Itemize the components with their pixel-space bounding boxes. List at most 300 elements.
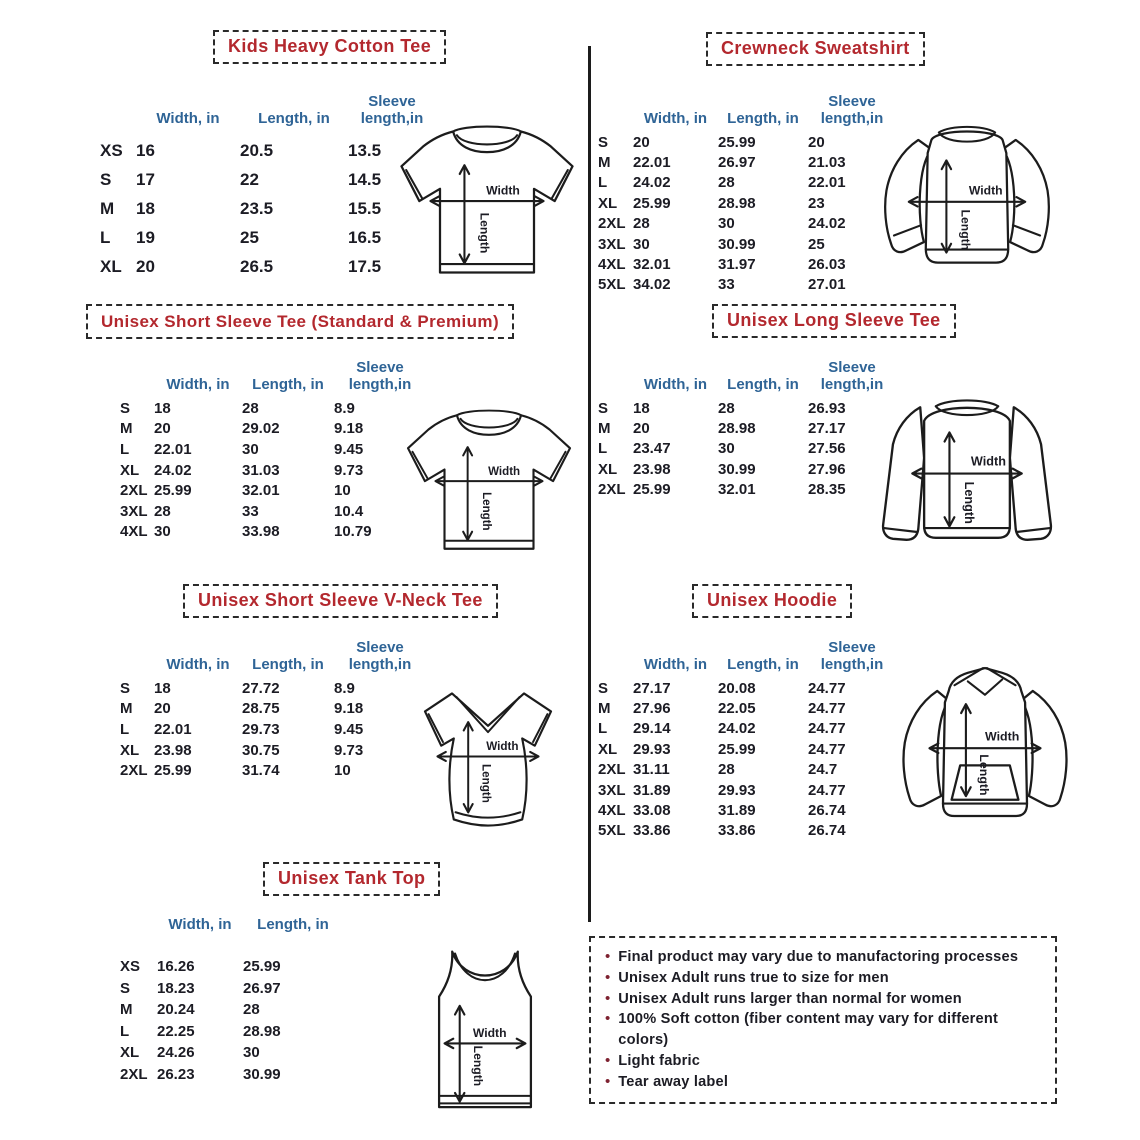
size-row	[598, 439, 896, 459]
size-row	[120, 419, 426, 440]
size-value: 17.5	[348, 256, 382, 276]
size-value: 25.99	[718, 133, 756, 151]
column-header: Sleeve length,in	[348, 359, 412, 394]
size-value: 18	[154, 399, 171, 417]
size-label: L	[120, 1022, 130, 1040]
size-value: 29.93	[718, 781, 756, 799]
tank-top-diagram	[420, 946, 550, 1124]
bullet-icon: •	[605, 989, 611, 1007]
section-title: Kids Heavy Cotton Tee	[213, 30, 446, 64]
size-value: 30	[718, 215, 735, 233]
tee-diagram	[400, 394, 578, 570]
size-value: 25	[808, 235, 825, 253]
size-label: L	[598, 174, 608, 192]
note-item	[605, 1051, 1041, 1072]
size-value: 28.98	[718, 194, 756, 212]
size-value: 9.73	[334, 741, 364, 759]
size-label: M	[598, 700, 611, 718]
right-sleeve-outline	[1003, 140, 1049, 252]
size-label: 2XL	[120, 762, 148, 780]
size-value: 20.24	[157, 1001, 195, 1019]
size-row	[598, 760, 896, 780]
size-table	[598, 630, 896, 841]
size-value: 32.01	[633, 256, 671, 274]
size-value: 21.03	[808, 154, 846, 172]
size-value: 22.01	[633, 154, 671, 172]
size-value: 15.5	[348, 198, 382, 218]
size-row	[120, 522, 426, 543]
section-title: Unisex Hoodie	[692, 584, 852, 618]
size-value: 24.77	[808, 781, 846, 799]
size-value: 26.74	[808, 802, 846, 820]
size-row	[598, 719, 896, 739]
size-label: XL	[120, 741, 140, 759]
size-label: 2XL	[120, 482, 148, 500]
size-value: 18	[154, 679, 171, 697]
size-row	[598, 234, 896, 254]
size-table	[120, 630, 426, 781]
size-value: 17	[136, 169, 155, 189]
size-row	[598, 459, 896, 479]
size-row	[598, 132, 896, 152]
size-row	[598, 173, 896, 193]
collar-line	[453, 127, 521, 132]
width-label: Width	[985, 729, 1020, 744]
size-label: 2XL	[598, 761, 626, 779]
size-value: 32.01	[242, 482, 280, 500]
size-label: S	[120, 399, 131, 417]
size-value: 30	[633, 235, 650, 253]
size-label: 5XL	[598, 276, 626, 294]
table-header-row	[120, 914, 343, 934]
long-sleeve-tee-diagram	[858, 380, 1076, 570]
size-value: 26.97	[718, 154, 756, 172]
v-neck-outline	[425, 693, 551, 825]
column-header: Sleeve length,in	[360, 93, 424, 128]
size-value: 26.93	[808, 399, 846, 417]
size-value: 20	[154, 420, 171, 438]
column-header: Length, in	[258, 110, 330, 128]
width-label: Width	[486, 740, 519, 754]
size-value: 28	[633, 215, 650, 233]
size-value: 25.99	[718, 740, 756, 758]
size-label: XL	[120, 1044, 140, 1062]
size-value: 28	[718, 399, 735, 417]
size-value: 27.96	[633, 700, 671, 718]
size-value: 8.9	[334, 399, 355, 417]
size-row	[120, 398, 426, 419]
size-value: 24.77	[808, 679, 846, 697]
size-value: 27.72	[242, 679, 280, 697]
size-value: 9.45	[334, 440, 364, 458]
size-value: 28.98	[718, 420, 756, 438]
size-row	[120, 1042, 343, 1064]
size-value: 25	[240, 227, 259, 247]
length-label: Length	[962, 481, 977, 524]
size-value: 28	[243, 1001, 260, 1019]
size-row	[120, 678, 426, 699]
size-value: 24.77	[808, 720, 846, 738]
bullet-icon: •	[605, 968, 611, 986]
size-value: 10.79	[334, 523, 372, 541]
size-table	[100, 84, 436, 281]
size-row	[598, 780, 896, 800]
size-value: 13.5	[348, 140, 382, 160]
size-label: S	[100, 169, 112, 189]
size-value: 24.26	[157, 1044, 195, 1062]
size-label: L	[598, 440, 608, 458]
size-table	[598, 350, 896, 500]
size-row	[598, 678, 896, 698]
table-header-row	[598, 350, 896, 394]
size-row	[100, 165, 436, 194]
size-value: 23.98	[633, 460, 671, 478]
size-value: 20	[154, 700, 171, 718]
table-header-row	[120, 630, 426, 674]
size-label: 4XL	[598, 256, 626, 274]
column-header: Length, in	[252, 656, 324, 674]
size-value: 31.03	[242, 461, 280, 479]
size-value: 26.03	[808, 256, 846, 274]
note-item	[605, 947, 1041, 968]
column-header: Sleeve length,in	[820, 639, 884, 674]
size-row	[120, 999, 343, 1021]
size-label: 3XL	[598, 235, 626, 253]
size-value: 30.99	[718, 460, 756, 478]
size-value: 20.5	[240, 140, 274, 160]
size-label: M	[598, 420, 611, 438]
length-label: Length	[479, 763, 493, 803]
note-text: Unisex Adult runs larger than normal for women	[618, 990, 962, 1007]
size-value: 30	[242, 440, 259, 458]
size-value: 22.01	[808, 174, 846, 192]
size-row	[598, 398, 896, 418]
size-label: S	[120, 979, 131, 997]
size-value: 33.86	[718, 822, 756, 840]
size-value: 31.89	[633, 781, 671, 799]
size-value: 25.99	[243, 958, 281, 976]
size-row	[598, 698, 896, 718]
table-body	[120, 678, 426, 781]
size-value: 9.45	[334, 720, 364, 738]
size-value: 24.77	[808, 700, 846, 718]
column-header: Sleeve length,in	[348, 639, 412, 674]
column-header: Width, in	[166, 376, 230, 394]
size-label: XL	[598, 460, 618, 478]
size-value: 27.17	[633, 679, 671, 697]
size-row	[598, 214, 896, 234]
size-value: 23	[808, 194, 825, 212]
width-label: Width	[488, 465, 521, 478]
size-value: 24.7	[808, 761, 838, 779]
vertical-divider	[588, 46, 591, 922]
size-value: 30.75	[242, 741, 280, 759]
length-label: Length	[958, 209, 973, 251]
column-header: Sleeve length,in	[820, 93, 884, 128]
size-row	[120, 719, 426, 740]
size-value: 20	[808, 133, 825, 151]
size-label: 2XL	[120, 1065, 148, 1083]
size-value: 29.93	[633, 740, 671, 758]
size-row	[100, 194, 436, 223]
size-value: 24.02	[154, 461, 192, 479]
notes-box	[589, 936, 1057, 1104]
table-body	[120, 956, 343, 1085]
size-value: 28	[718, 174, 735, 192]
size-label: S	[120, 679, 131, 697]
size-row	[120, 460, 426, 481]
size-label: 3XL	[598, 781, 626, 799]
size-row	[120, 1021, 343, 1043]
note-item	[605, 968, 1041, 989]
length-label: Length	[977, 754, 992, 796]
size-value: 23.98	[154, 741, 192, 759]
size-row	[598, 821, 896, 841]
size-row	[120, 978, 343, 1000]
size-value: 9.18	[334, 700, 364, 718]
size-value: 16.26	[157, 958, 195, 976]
size-value: 22.05	[718, 700, 756, 718]
note-text: Light fabric	[618, 1052, 701, 1069]
table-body	[598, 398, 896, 500]
size-row	[120, 501, 426, 522]
note-item	[605, 989, 1041, 1010]
table-header-row	[598, 630, 896, 674]
note-item	[605, 1072, 1041, 1093]
size-value: 29.14	[633, 720, 671, 738]
length-label: Length	[470, 1045, 485, 1087]
table-header-row	[120, 350, 426, 394]
section-title: Unisex Tank Top	[263, 862, 440, 896]
size-value: 28.75	[242, 700, 280, 718]
size-value: 30	[154, 523, 171, 541]
size-row	[598, 418, 896, 438]
size-value: 33.98	[242, 523, 280, 541]
size-value: 22.01	[154, 440, 192, 458]
size-value: 19	[136, 227, 155, 247]
note-text: Unisex Adult runs true to size for men	[618, 969, 889, 986]
size-value: 25.99	[154, 762, 192, 780]
width-label: Width	[968, 183, 1003, 198]
size-row	[120, 740, 426, 761]
size-value: 27.56	[808, 440, 846, 458]
collar-inner-line	[461, 419, 518, 428]
column-header: Width, in	[166, 656, 230, 674]
size-value: 25.99	[633, 481, 671, 499]
size-value: 22.01	[154, 720, 192, 738]
size-row	[598, 739, 896, 759]
size-value: 18.23	[157, 979, 195, 997]
size-value: 29.73	[242, 720, 280, 738]
column-header: Length, in	[727, 110, 799, 128]
size-value: 24.77	[808, 740, 846, 758]
size-value: 27.01	[808, 276, 846, 294]
size-value: 22	[240, 169, 259, 189]
size-value: 31.74	[242, 762, 280, 780]
size-label: XL	[598, 194, 618, 212]
size-row	[100, 223, 436, 252]
size-row	[120, 956, 343, 978]
size-label: S	[598, 679, 609, 697]
size-value: 27.17	[808, 420, 846, 438]
bullet-icon: •	[605, 1072, 611, 1090]
size-value: 24.02	[808, 215, 846, 233]
size-value: 33	[242, 502, 259, 520]
size-row	[120, 480, 426, 501]
size-row	[100, 136, 436, 165]
size-value: 16.5	[348, 227, 382, 247]
size-label: L	[598, 720, 608, 738]
collar-inner-line	[457, 135, 517, 144]
hoodie-diagram	[880, 648, 1090, 858]
size-value: 26.23	[157, 1065, 195, 1083]
size-label: 2XL	[598, 481, 626, 499]
size-value: 28.35	[808, 481, 846, 499]
size-label: 5XL	[598, 822, 626, 840]
size-label: XL	[598, 740, 618, 758]
size-value: 34.02	[633, 276, 671, 294]
size-value: 30.99	[243, 1065, 281, 1083]
size-value: 8.9	[334, 679, 355, 697]
collar-line	[457, 411, 521, 416]
size-value: 33.08	[633, 802, 671, 820]
size-label: XL	[120, 461, 140, 479]
column-header: Length, in	[257, 916, 329, 934]
size-value: 26.5	[240, 256, 274, 276]
size-row	[100, 252, 436, 281]
size-value: 33	[718, 276, 735, 294]
size-row	[598, 254, 896, 274]
size-value: 33.86	[633, 822, 671, 840]
size-value: 28	[242, 399, 259, 417]
size-label: M	[120, 1001, 133, 1019]
size-row	[120, 760, 426, 781]
size-value: 31.11	[633, 761, 670, 779]
size-value: 16	[136, 140, 155, 160]
size-value: 18	[633, 399, 650, 417]
size-label: 2XL	[598, 215, 626, 233]
left-sleeve-outline	[885, 140, 931, 252]
column-header: Sleeve length,in	[820, 359, 884, 394]
size-value: 29.02	[242, 420, 280, 438]
size-row	[120, 1064, 343, 1086]
column-header: Length, in	[727, 376, 799, 394]
column-header: Width, in	[156, 110, 220, 128]
width-label: Width	[486, 183, 520, 198]
size-value: 10	[334, 482, 351, 500]
size-value: 28	[154, 502, 171, 520]
collar-line	[936, 400, 998, 406]
column-header: Length, in	[727, 656, 799, 674]
size-label: XS	[100, 140, 123, 160]
size-table	[120, 914, 343, 1085]
size-row	[120, 699, 426, 720]
size-value: 20	[136, 256, 155, 276]
size-value: 30	[718, 440, 735, 458]
note-text: 100% Soft cotton (fiber content may vary for different colors)	[618, 1011, 999, 1049]
column-header: Width, in	[643, 376, 708, 394]
size-label: 4XL	[120, 523, 148, 541]
table-header-row	[598, 84, 896, 128]
table-body	[598, 678, 896, 841]
tee-diagram	[393, 112, 581, 292]
size-label: L	[120, 440, 130, 458]
size-label: 3XL	[120, 502, 148, 520]
size-value: 22.25	[157, 1022, 195, 1040]
bullet-icon: •	[605, 1010, 611, 1028]
size-table	[120, 350, 426, 542]
size-value: 10.4	[334, 502, 364, 520]
size-value: 24.02	[718, 720, 756, 738]
size-value: 28	[718, 761, 735, 779]
size-value: 26.74	[808, 822, 846, 840]
size-value: 27.96	[808, 460, 846, 478]
length-label: Length	[479, 492, 492, 531]
size-label: S	[598, 399, 609, 417]
sweatshirt-diagram	[862, 110, 1072, 302]
column-header: Width, in	[643, 110, 708, 128]
size-label: L	[120, 720, 130, 738]
size-value: 26.97	[243, 979, 281, 997]
size-row	[120, 439, 426, 460]
note-item	[605, 1009, 1041, 1051]
size-value: 23.47	[633, 440, 671, 458]
size-value: 10	[334, 762, 351, 780]
size-value: 18	[136, 198, 155, 218]
size-value: 20.08	[718, 679, 756, 697]
size-value: 28.98	[243, 1022, 281, 1040]
size-label: M	[120, 700, 133, 718]
size-row	[598, 800, 896, 820]
size-label: 4XL	[598, 802, 626, 820]
width-label: Width	[472, 1025, 507, 1040]
size-label: M	[598, 154, 611, 172]
size-value: 31.97	[718, 256, 756, 274]
size-value: 25.99	[633, 194, 671, 212]
size-row	[598, 193, 896, 213]
size-label: M	[100, 198, 115, 218]
size-value: 20	[633, 420, 650, 438]
size-label: M	[120, 420, 133, 438]
size-table	[598, 84, 896, 295]
table-body	[100, 136, 436, 281]
v-neck-tee-diagram	[398, 664, 578, 848]
table-body	[598, 132, 896, 295]
section-title: Crewneck Sweatshirt	[706, 32, 925, 66]
table-header-row	[100, 84, 436, 128]
size-row	[598, 152, 896, 172]
bullet-icon: •	[605, 1051, 611, 1069]
size-label: XL	[100, 256, 122, 276]
size-value: 25.99	[154, 482, 192, 500]
section-title: Unisex Short Sleeve V-Neck Tee	[183, 584, 498, 618]
column-header: Width, in	[168, 916, 232, 934]
size-label: L	[100, 227, 111, 247]
bullet-icon: •	[605, 948, 611, 965]
note-text: Final product may vary due to manufactoring processes	[618, 949, 1019, 965]
column-header: Length, in	[252, 376, 324, 394]
size-value: 30.99	[718, 235, 756, 253]
size-value: 14.5	[348, 169, 382, 189]
size-row	[598, 480, 896, 500]
size-value: 23.5	[240, 198, 274, 218]
size-label: S	[598, 133, 609, 151]
size-value: 9.73	[334, 461, 364, 479]
table-body	[120, 398, 426, 542]
size-value: 20	[633, 133, 650, 151]
note-text: Tear away label	[618, 1073, 729, 1090]
size-value: 9.18	[334, 420, 364, 438]
